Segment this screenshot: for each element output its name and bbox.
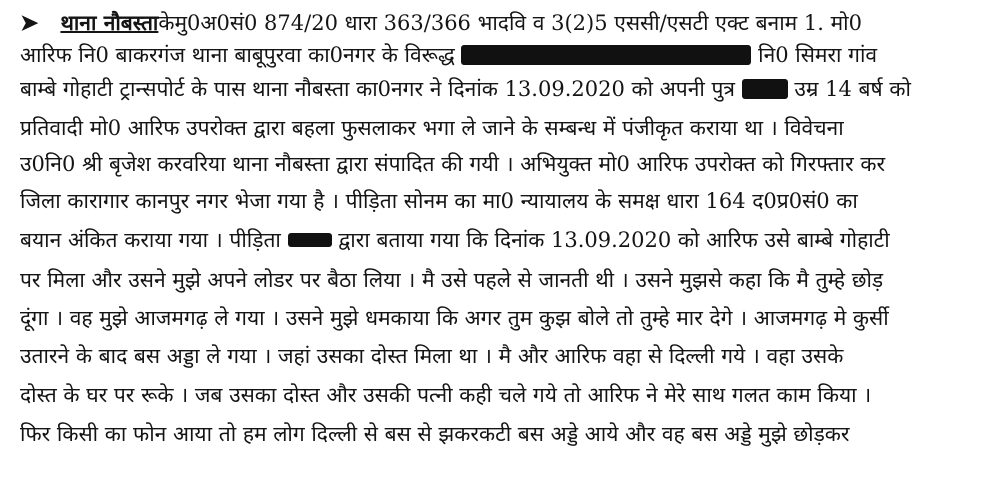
- line-5-text: उ0नि0 श्री बृजेश करवरिया थाना नौबस्ता द्वारा संपादित की गयी । अभियुक्त मो0 आरिफ उपरोक्त को गिरफ्तार कर: [20, 152, 886, 176]
- line-9-text: दूंगा । वह मुझे आजमगढ़ ले गया । उसने मुझे धमकाया कि अगर तुम कुझ बोले तो तुम्हे मार देगे । आजमगढ़ मे कुर्सी: [20, 306, 889, 330]
- redaction-bar: [742, 79, 788, 99]
- line-11-text: दोस्त के घर पर रूके । जब उसका दोस्त और उसकी पत्नी कही चले गये तो आरिफ ने मेरे साथ गलत काम किया ।: [20, 383, 872, 407]
- text-line-9: [20, 305, 889, 331]
- redaction-bar: [288, 233, 332, 247]
- heading-thana-naubasta: थाना नौबस्ता: [60, 10, 159, 35]
- line-7-text-a: बयान अंकित कराया गया । पीड़िता: [20, 228, 281, 252]
- text-line-7: [20, 227, 890, 253]
- text-line-3: [20, 76, 911, 102]
- line-12-text: फिर किसी का फोन आया तो हम लोग दिल्ली से बस से झकरकटी बस अड्डे आये और वह बस अड्डे मुझे छोड़कर: [20, 422, 850, 446]
- line-4-text: प्रतिवादी मो0 आरिफ उपरोक्त द्वारा बहला फुसलाकर भगा ले जाने के सम्बन्ध में पंजीकृत कराया था । विवेचना: [20, 116, 844, 140]
- redaction-bar: [461, 45, 751, 65]
- line-6-text: जिला कारागार कानपुर नगर भेजा गया है । पीड़िता सोनम का मा0 न्यायालय के समक्ष धारा 164 द0प्र0सं0 का: [20, 189, 858, 213]
- text-line-5: [20, 151, 885, 177]
- line-2-text-b: नि0 सिमरा गांव: [758, 43, 878, 67]
- line-2-text-a: आरिफ नि0 बाकरगंज थाना बाबूपुरवा का0नगर के विरूद्ध: [20, 43, 455, 67]
- text-line-6: [20, 188, 858, 214]
- line-3-text-b: उम्र 14 बर्ष को: [794, 77, 911, 101]
- line-7-text-b: द्वारा बताया गया कि दिनांक 13.09.2020 को आरिफ उसे बाम्बे गोहाटी: [338, 228, 890, 252]
- text-line-10: [20, 343, 843, 369]
- text-line-11: [20, 382, 871, 408]
- line-8-text: पर मिला और उसने मुझे अपने लोडर पर बैठा लिया । मै उसे पहले से जानती थी । उसने मुझसे कहा कि मै तुम्हे छोड़: [20, 268, 884, 292]
- text-line-4: [20, 115, 844, 141]
- text-line-12: [20, 421, 850, 447]
- text-line-8: [20, 267, 883, 293]
- text-line-1: [20, 10, 862, 36]
- line-10-text: उतारने के बाद बस अड्डा ले गया । जहां उसका दोस्त मिला था । मै और आरिफ वहा से दिल्ली गये । वहा उसके: [20, 344, 844, 368]
- text-line-2: [20, 42, 877, 68]
- line-1-text: केमु0अ0सं0 874/20 धारा 363/366 भादवि व 3(2)5 एससी/एसटी एक्ट बनाम 1. मो0: [158, 11, 862, 35]
- line-3-text-a: बाम्बे गोहाटी ट्रान्सपोर्ट के पास थाना नौबस्ता का0नगर ने दिनांक 13.09.2020 को अपनी पुत्र: [20, 77, 735, 101]
- arrow-bullet-icon: ➤: [20, 10, 39, 36]
